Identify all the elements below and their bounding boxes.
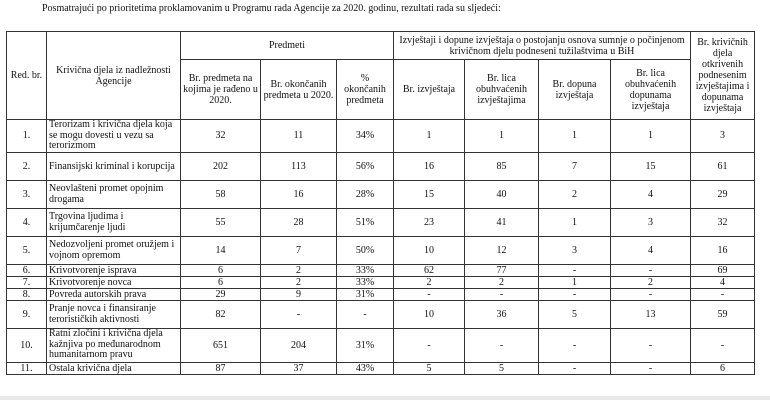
header-pct-okoncanih: % okončanih predmeta <box>337 60 394 120</box>
cell-br-izvjestaja: - <box>394 288 465 300</box>
cell-br-okoncanih: 28 <box>261 208 337 236</box>
cell-br-izvjestaja: 23 <box>394 208 465 236</box>
cell-br-lica-dopune: 2 <box>611 276 691 288</box>
header-br-dopuna: Br. dopuna izvještaja <box>539 60 611 120</box>
cell-br-predmeta: 55 <box>181 208 261 236</box>
cell-br-izvjestaja: 1 <box>394 120 465 153</box>
cell-br-dopuna: - <box>539 362 611 374</box>
cell-br-okoncanih: 9 <box>261 288 337 300</box>
table-row <box>7 362 755 374</box>
cell-br-predmeta: 82 <box>181 300 261 328</box>
cell-br-dopuna: - <box>539 288 611 300</box>
cell-br-djela: 3 <box>691 120 755 153</box>
cell-br-okoncanih: 204 <box>261 328 337 362</box>
row-number: 7. <box>7 276 47 288</box>
cell-br-lica: 85 <box>465 152 539 180</box>
row-number: 2. <box>7 152 47 180</box>
header-red-br: Red. br. <box>7 32 47 120</box>
cell-br-izvjestaja: 16 <box>394 152 465 180</box>
cell-br-lica-dopune: - <box>611 362 691 374</box>
row-number: 8. <box>7 288 47 300</box>
cell-br-okoncanih: 7 <box>261 236 337 264</box>
cell-br-dopuna: 3 <box>539 236 611 264</box>
crime-category: Povreda autorskih prava <box>47 288 181 300</box>
cell-br-predmeta: 14 <box>181 236 261 264</box>
crime-category: Finansijski kriminal i korupcija <box>47 152 181 180</box>
cell-br-dopuna: 7 <box>539 152 611 180</box>
header-br-lica-dopune: Br. lica obuhvaćenih dopunama izvještaja <box>611 60 691 120</box>
table-row <box>7 288 755 300</box>
cell-br-predmeta: 202 <box>181 152 261 180</box>
cell-br-djela: 4 <box>691 276 755 288</box>
cell-pct-okoncanih: - <box>337 300 394 328</box>
cell-br-okoncanih: 113 <box>261 152 337 180</box>
crime-category: Neovlašteni promet opojnim drogama <box>47 180 181 208</box>
cell-pct-okoncanih: 43% <box>337 362 394 374</box>
cell-br-lica-dopune: 4 <box>611 236 691 264</box>
cell-br-predmeta: 6 <box>181 264 261 276</box>
cell-br-djela: 6 <box>691 362 755 374</box>
table-row <box>7 236 755 264</box>
cell-br-izvjestaja: - <box>394 328 465 362</box>
cell-br-lica: 12 <box>465 236 539 264</box>
cell-br-lica: 2 <box>465 276 539 288</box>
row-number: 6. <box>7 264 47 276</box>
header-br-predmeta: Br. predmeta na kojima je rađeno u 2020. <box>181 60 261 120</box>
cell-br-dopuna: 1 <box>539 276 611 288</box>
cell-br-okoncanih: 11 <box>261 120 337 153</box>
header-izvjestaji: Izvještaji i dopune izvještaja o postojanju osnova sumnje o počinjenom krivičnom djelu podneseni tužilaštvima u BiH <box>394 32 691 60</box>
cell-br-dopuna: - <box>539 328 611 362</box>
table-row <box>7 152 755 180</box>
row-number: 5. <box>7 236 47 264</box>
header-krivicna-djela: Krivična djela iz nadležnosti Agencije <box>47 32 181 120</box>
row-number: 1. <box>7 120 47 153</box>
row-number: 3. <box>7 180 47 208</box>
cell-br-lica-dopune: - <box>611 264 691 276</box>
crime-category: Ostala krivična djela <box>47 362 181 374</box>
crime-category: Pranje novca i finansiranje terorističkih aktivnosti <box>47 300 181 328</box>
row-number: 4. <box>7 208 47 236</box>
cell-br-lica-dopune: - <box>611 328 691 362</box>
crime-category: Trgovina ljudima i krijumčarenje ljudi <box>47 208 181 236</box>
cell-br-lica-dopune: 1 <box>611 120 691 153</box>
header-row-top <box>7 32 755 60</box>
crime-category: Krivotvorenje isprava <box>47 264 181 276</box>
cell-br-predmeta: 6 <box>181 276 261 288</box>
row-number: 11. <box>7 362 47 374</box>
cell-br-izvjestaja: 10 <box>394 300 465 328</box>
cell-br-djela: 32 <box>691 208 755 236</box>
cell-br-djela: 69 <box>691 264 755 276</box>
cell-br-dopuna: 5 <box>539 300 611 328</box>
crime-category: Terorizam i krivična djela koja se mogu dovesti u vezu sa terorizmom <box>47 120 181 153</box>
cell-br-lica: 40 <box>465 180 539 208</box>
cell-br-djela: 16 <box>691 236 755 264</box>
cell-br-djela: 59 <box>691 300 755 328</box>
cell-br-lica: 1 <box>465 120 539 153</box>
cell-pct-okoncanih: 56% <box>337 152 394 180</box>
cell-pct-okoncanih: 31% <box>337 288 394 300</box>
cell-pct-okoncanih: 28% <box>337 180 394 208</box>
cell-br-izvjestaja: 15 <box>394 180 465 208</box>
row-number: 9. <box>7 300 47 328</box>
cell-br-lica-dopune: 3 <box>611 208 691 236</box>
cell-br-dopuna: - <box>539 264 611 276</box>
cell-br-djela: 29 <box>691 180 755 208</box>
cell-pct-okoncanih: 34% <box>337 120 394 153</box>
cell-pct-okoncanih: 33% <box>337 276 394 288</box>
header-predmeti: Predmeti <box>181 32 394 60</box>
table-row <box>7 264 755 276</box>
crime-category: Krivotvorenje novca <box>47 276 181 288</box>
table-row <box>7 180 755 208</box>
crime-category: Ratni zločini i krivična djela kažnjiva po međunarodnom humanitarnom pravu <box>47 328 181 362</box>
table-row <box>7 300 755 328</box>
cell-br-okoncanih: 2 <box>261 276 337 288</box>
cell-pct-okoncanih: 33% <box>337 264 394 276</box>
cell-br-lica: - <box>465 328 539 362</box>
cell-pct-okoncanih: 50% <box>337 236 394 264</box>
bottom-edge <box>0 396 770 400</box>
cell-br-lica: 5 <box>465 362 539 374</box>
cell-br-izvjestaja: 10 <box>394 236 465 264</box>
cell-br-lica: 41 <box>465 208 539 236</box>
header-otkrivenih-djela: Br. krivičnih djela otkrivenih podnesenim izvještajima i dopunama izvještaja <box>691 32 755 120</box>
table-row <box>7 120 755 153</box>
cell-br-predmeta: 651 <box>181 328 261 362</box>
header-br-lica: Br. lica obuhvaćenih izvještajima <box>465 60 539 120</box>
cell-br-okoncanih: 2 <box>261 264 337 276</box>
cell-br-predmeta: 58 <box>181 180 261 208</box>
cell-br-okoncanih: - <box>261 300 337 328</box>
crime-category: Nedozvoljeni promet oružjem i vojnom opremom <box>47 236 181 264</box>
row-number: 10. <box>7 328 47 362</box>
cell-br-lica-dopune: - <box>611 288 691 300</box>
header-br-okoncanih: Br. okončanih predmeta u 2020. <box>261 60 337 120</box>
cell-br-predmeta: 29 <box>181 288 261 300</box>
cell-br-djela: - <box>691 328 755 362</box>
cell-br-dopuna: 1 <box>539 208 611 236</box>
cell-br-djela: 61 <box>691 152 755 180</box>
cell-br-lica: 36 <box>465 300 539 328</box>
results-table <box>6 31 755 375</box>
cell-br-lica: - <box>465 288 539 300</box>
cell-br-izvjestaja: 62 <box>394 264 465 276</box>
cell-br-okoncanih: 37 <box>261 362 337 374</box>
table-row <box>7 328 755 362</box>
cell-pct-okoncanih: 51% <box>337 208 394 236</box>
table-row <box>7 208 755 236</box>
cell-br-dopuna: 2 <box>539 180 611 208</box>
cell-br-predmeta: 87 <box>181 362 261 374</box>
cell-br-lica: 77 <box>465 264 539 276</box>
cell-br-okoncanih: 16 <box>261 180 337 208</box>
table-row <box>7 276 755 288</box>
cell-pct-okoncanih: 31% <box>337 328 394 362</box>
header-br-izvjestaja: Br. izvještaja <box>394 60 465 120</box>
cell-br-predmeta: 32 <box>181 120 261 153</box>
cell-br-lica-dopune: 15 <box>611 152 691 180</box>
cell-br-izvjestaja: 5 <box>394 362 465 374</box>
cell-br-lica-dopune: 4 <box>611 180 691 208</box>
cell-br-izvjestaja: 2 <box>394 276 465 288</box>
cell-br-djela: - <box>691 288 755 300</box>
intro-text: Posmatrajući po prioritetima proklamovanim u Programu rada Agencije za 2020. godinu, rezultati rada su sljedeći: <box>42 3 501 14</box>
cell-br-dopuna: 1 <box>539 120 611 153</box>
cell-br-lica-dopune: 13 <box>611 300 691 328</box>
